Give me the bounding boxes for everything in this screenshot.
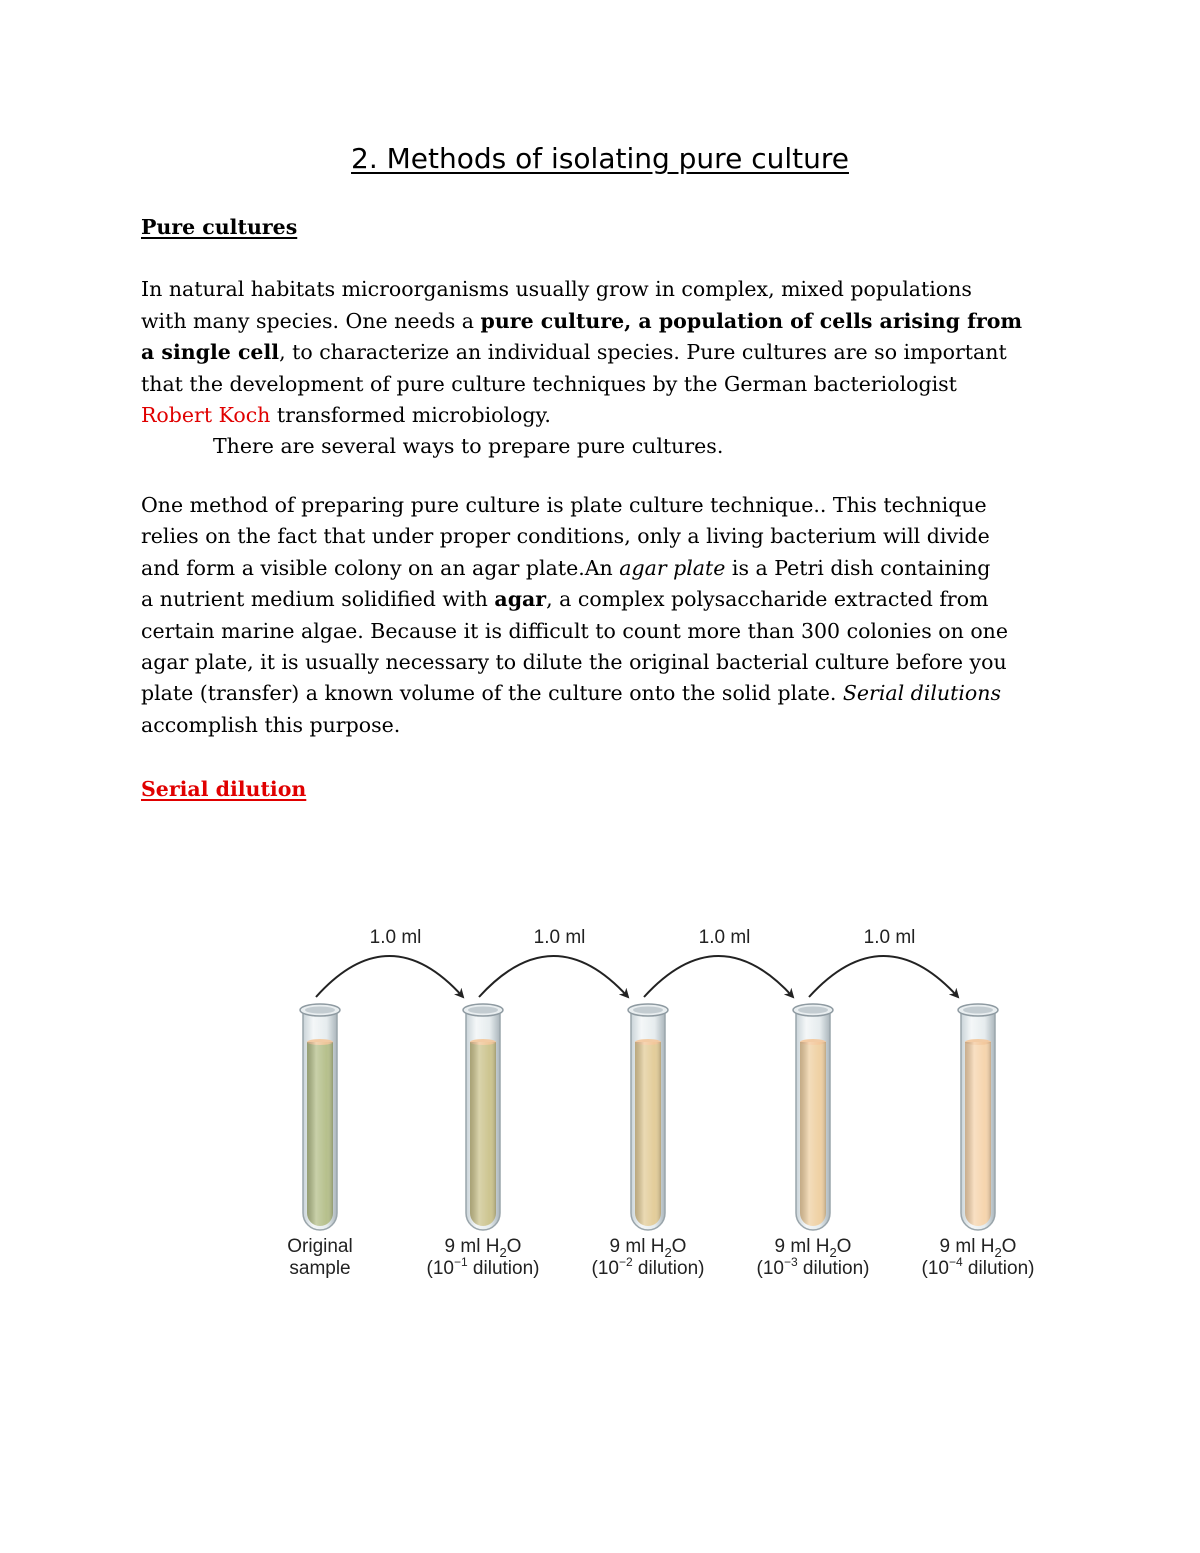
tube-label-line1: 9 ml $H_2O$ — [774, 1236, 852, 1260]
transfer-arrow — [644, 956, 793, 997]
paragraph-line: a nutrient medium solidified with agar, a complex polysaccharide extracted from — [141, 587, 989, 612]
paragraph-line: There are several ways to prepare pure cultures. — [213, 434, 724, 459]
tube-label-line1: 9 ml $H_2O$ — [939, 1236, 1017, 1260]
bold-term: pure culture, a population of cells arising from — [480, 308, 1023, 333]
paragraph-line: certain marine algae. Because it is difficult to count more than 300 colonies on one — [141, 618, 1008, 643]
transfer-volume-label: 1.0 ml — [698, 927, 751, 948]
italic-term: agar plate — [619, 555, 726, 580]
tube-label-line2: sample — [289, 1258, 351, 1279]
transfer-arrow — [809, 956, 958, 997]
section-heading-pure-cultures: Pure cultures — [141, 215, 298, 239]
paragraph-line: One method of preparing pure culture is plate culture technique.. This technique — [141, 493, 987, 517]
paragraph-line: a single cell, to characterize an individual species. Pure cultures are so important — [141, 340, 1007, 365]
paragraph-line: and form a visible colony on an agar plate.An agar plate is a Petri dish containing — [141, 555, 991, 580]
transfer-volume-label: 1.0 ml — [533, 927, 586, 948]
section-serial-dilution — [141, 774, 1081, 805]
paragraph-line: In natural habitats microorganisms usually grow in complex, mixed populations — [141, 277, 972, 302]
paragraph-line: agar plate, it is usually necessary to dilute the original bacterial culture before you — [141, 650, 1007, 675]
section-pure-cultures — [141, 212, 1081, 463]
tube-label-line2: ($10^{-3}$ dilution) — [756, 1255, 870, 1279]
tube-label-line1: 9 ml $H_2O$ — [609, 1236, 687, 1260]
transfer-arrow — [479, 956, 628, 997]
tube-label-line2: ($10^{-4}$ dilution) — [921, 1255, 1035, 1279]
test-tube — [463, 1004, 503, 1230]
bold-term: agar — [494, 587, 547, 612]
tube-label-line2: ($10^{-2}$ dilution) — [591, 1255, 705, 1279]
paragraph-line: plate (transfer) a known volume of the culture onto the solid plate. Serial dilutions — [141, 681, 1001, 706]
transfer-volume-label: 1.0 ml — [863, 927, 916, 948]
robert-koch-name: Robert Koch — [141, 403, 271, 428]
paragraph-line: Robert Koch transformed microbiology. — [141, 403, 551, 428]
serial-dilution-figure — [270, 905, 1070, 1300]
paragraph-plate-culture — [141, 490, 1081, 741]
paragraph-line: accomplish this purpose. — [141, 712, 401, 737]
tube-label-line2: ($10^{-1}$ dilution) — [426, 1255, 540, 1279]
tube-label-line1: Original — [287, 1236, 353, 1257]
italic-term: Serial dilutions — [842, 681, 1001, 706]
transfer-volume-label: 1.0 ml — [369, 927, 422, 948]
test-tube — [628, 1004, 668, 1230]
page-title: 2. Methods of isolating pure culture — [351, 142, 849, 175]
test-tube — [958, 1004, 998, 1230]
section-heading-serial-dilution: Serial dilution — [141, 777, 307, 801]
tube-label-line1: 9 ml $H_2O$ — [444, 1236, 522, 1260]
test-tube — [793, 1004, 833, 1230]
bold-term: a single cell — [141, 340, 280, 365]
paragraph-line: that the development of pure culture techniques by the German bacteriologist — [141, 371, 957, 396]
paragraph-line: relies on the fact that under proper conditions, only a living bacterium will divide — [141, 524, 990, 549]
paragraph-line: with many species. One needs a pure culture, a population of cells arising from — [141, 308, 1023, 333]
test-tube — [300, 1004, 340, 1230]
transfer-arrow — [316, 956, 463, 997]
